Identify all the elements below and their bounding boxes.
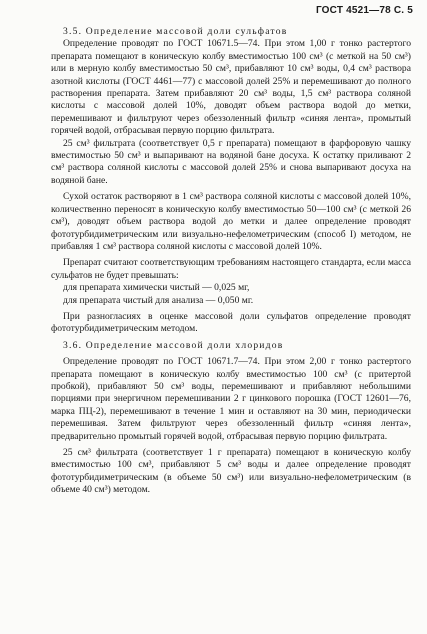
section-3-5-paragraph-1: Определение проводят по ГОСТ 10671.5—74. При этом 1,00 г тонко растертого препарата помещают в коническую колбу вместимостью 100 см³ (с меткой на 50 см³) или в мерную колбу вместимостью 50 см³, прибавляют 10 см³ воды, 0,4 см³ раствора азотной кислоты (ГОСТ 4461—77) с массовой долей 25% и перемешивают до полного растворения препарата. Затем прибавляют 20 см³ воды, 1,5 см³ раствора соляной кислоты с массовой долей 10%, доводят объем раствора водой до метки, перемешивают и фильтруют через обеззоленный фильтр «синяя лента», промытый горячей водой, отбрасывая первую порцию фильтрата. <box>51 38 411 137</box>
section-3-6-paragraph-2: 25 см³ фильтрата (соответствует 1 г препарата) помещают в коническую колбу вместимостью 100 см³, прибавляют 5 см³ воды и далее определение проводят фототурбидиметрическим (в объеме 50 см³) или визуально-нефелометрическим (в объеме 40 см³) методом. <box>51 447 411 496</box>
section-3-5-paragraph-4: Препарат считают соответствующим требованиям настоящего стандарта, если масса сульфатов не будет превышать: <box>51 257 411 281</box>
section-3-5-paragraph-2: 25 см³ фильтрата (соответствует 0,5 г препарата) помещают в фарфоровую чашку вместимостью 50 см³ и выпаривают на водяной бане досуха. К остатку приливают 2 см³ раствора соляной кислоты с массовой долей 25% и снова выпаривают досуха на водяной бане. <box>51 137 411 186</box>
document-body <box>51 26 411 497</box>
section-3-5-paragraph-3: Сухой остаток растворяют в 1 см³ раствора соляной кислоты с массовой долей 10%, количественно переносят в коническую колбу вместимостью 50—100 см³ (с меткой 26 см³), доводят объем раствора водой до метки и далее определение проводят фототурбидиметрическим или визуально-нефелометрическим (способ I) методом, не прибавляя 1 см³ раствора соляной кислоты с массовой долей 10%. <box>51 191 411 252</box>
section-3-6-paragraph-1: Определение проводят по ГОСТ 10671.7—74. При этом 2,00 г тонко растертого препарата помещают в коническую колбу вместимостью 100 см³ (с притертой пробкой), прибавляют 50 см³ воды, перемешивают и прибавляют небольшими порциями при энергичном перемешивании 2 г цинкового порошка (ГОСТ 12601—76, марка ПЦ-2), перемешивают в течение 1 мин и оставляют на 30 мин, периодически перемешивая. Затем фильтруют через обеззоленный фильтр «синяя лента», предварительно промытый горячей водой, отбрасывая первую порцию фильтрата. <box>51 356 411 442</box>
section-3-5-list-item-2: для препарата чистый для анализа — 0,050 мг. <box>63 294 254 306</box>
section-3-5-list-item-1: для препарата химически чистый — 0,025 мг, <box>63 282 250 294</box>
section-3-5-paragraph-5: При разногласиях в оценке массовой доли сульфатов определение проводят фототурбидиметрическим методом. <box>51 310 411 335</box>
page-header-standard: ГОСТ 4521—78 С. 5 <box>315 5 413 16</box>
section-3-6-heading: 3.6. Определение массовой доли хлоридов <box>63 339 284 351</box>
section-3-5-heading: 3.5. Определение массовой доли сульфатов <box>63 26 288 37</box>
